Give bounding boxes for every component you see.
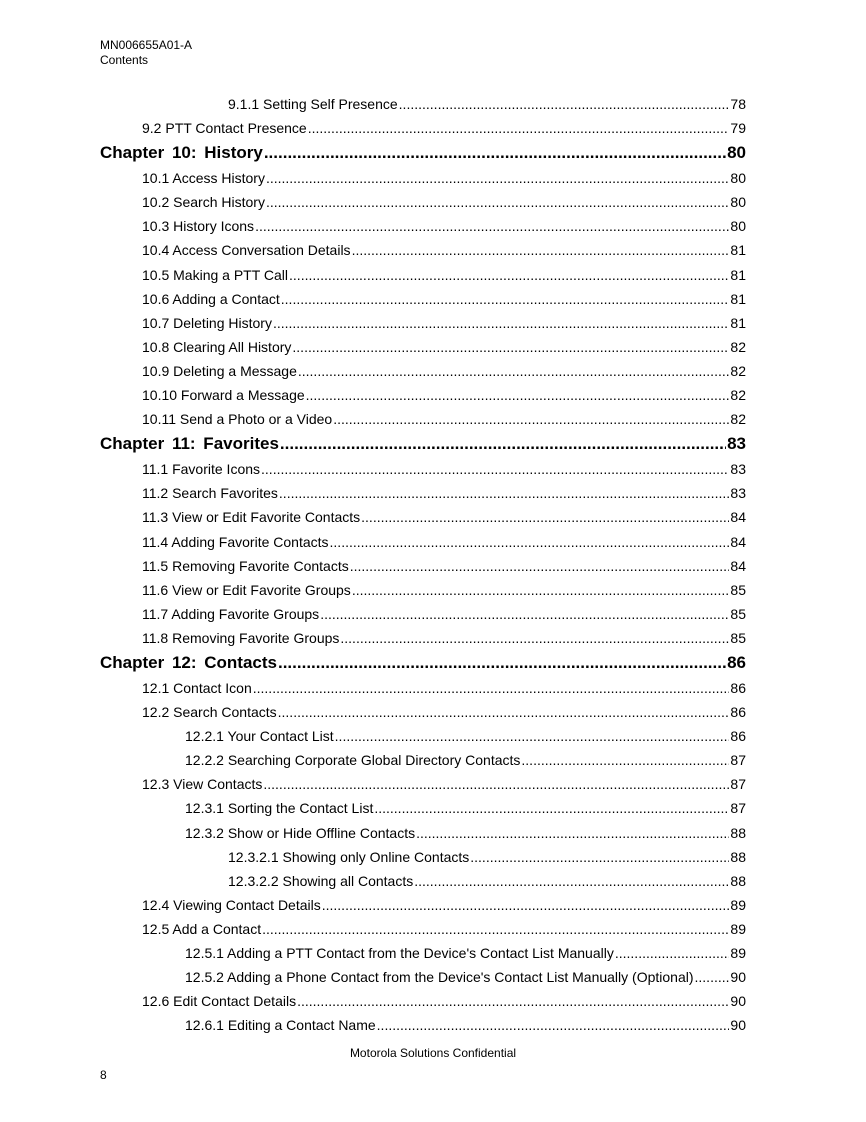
toc-entry-label: 10.1 Access History bbox=[142, 170, 265, 187]
toc-entry-page: 78 bbox=[730, 96, 746, 112]
toc-entry-label: 10.3 History Icons bbox=[142, 218, 255, 235]
confidentiality-footer: Motorola Solutions Confidential bbox=[349, 1046, 517, 1060]
dot-leader bbox=[333, 407, 729, 431]
toc-entry-page: 88 bbox=[730, 848, 746, 865]
dot-leader bbox=[281, 287, 730, 311]
toc-entry[interactable] bbox=[100, 748, 746, 772]
document-number: MN006655A01-A bbox=[100, 38, 193, 52]
toc-chapter-entry[interactable] bbox=[100, 431, 746, 457]
toc-entry-page: 83 bbox=[727, 434, 746, 454]
toc-entry-label: 12.3.2.1 Showing only Online Contacts bbox=[228, 848, 470, 865]
dot-leader bbox=[292, 335, 729, 359]
dot-leader bbox=[266, 190, 729, 214]
toc-entry-page: 90 bbox=[730, 1017, 746, 1034]
toc-entry-label: 12.3.1 Sorting the Contact List bbox=[185, 800, 374, 817]
toc-entry-page: 89 bbox=[730, 920, 746, 937]
toc-entry-page: 84 bbox=[730, 509, 746, 526]
toc-entry-label: 12.3 View Contacts bbox=[142, 776, 263, 793]
toc-entry-page: 88 bbox=[730, 824, 746, 841]
toc-entry-label: 9.2 PTT Contact Presence bbox=[142, 120, 307, 137]
table-of-contents bbox=[100, 92, 746, 1037]
toc-entry-label: 11.6 View or Edit Favorite Groups bbox=[142, 581, 351, 598]
toc-entry[interactable] bbox=[100, 772, 746, 796]
dot-leader bbox=[273, 311, 729, 335]
page-number: 8 bbox=[100, 1068, 107, 1082]
toc-entry-page: 86 bbox=[730, 704, 746, 721]
toc-entry[interactable] bbox=[100, 917, 746, 941]
toc-entry-page: 80 bbox=[730, 218, 746, 235]
toc-entry[interactable] bbox=[100, 287, 746, 311]
section-title: Contents bbox=[100, 53, 149, 67]
dot-leader bbox=[262, 917, 729, 941]
toc-entry-label: 11.5 Removing Favorite Contacts bbox=[142, 557, 349, 574]
toc-entry[interactable] bbox=[100, 893, 746, 917]
toc-entry-page: 82 bbox=[730, 338, 746, 355]
toc-entry-page: 89 bbox=[730, 896, 746, 913]
dot-leader bbox=[374, 796, 729, 820]
toc-entry-page: 79 bbox=[730, 120, 746, 137]
dot-leader bbox=[255, 214, 729, 238]
toc-entry-label: 11.7 Adding Favorite Groups bbox=[142, 605, 320, 622]
toc-entry-page: 83 bbox=[730, 461, 746, 478]
toc-entry[interactable] bbox=[100, 869, 746, 893]
dot-leader bbox=[352, 238, 730, 262]
toc-entry-label: 9.1.1 Setting Self Presence bbox=[228, 96, 398, 112]
toc-entry-label: 11.4 Adding Favorite Contacts bbox=[142, 533, 329, 550]
toc-entry[interactable] bbox=[100, 626, 746, 650]
dot-leader bbox=[278, 650, 726, 676]
toc-entry-page: 84 bbox=[730, 557, 746, 574]
toc-entry-label: 12.5.2 Adding a Phone Contact from the Device's Contact List Manually (Optional) bbox=[185, 969, 694, 986]
toc-entry-page: 80 bbox=[727, 143, 746, 163]
dot-leader bbox=[278, 700, 730, 724]
toc-entry-label: Chapter 10: History bbox=[100, 143, 263, 163]
toc-chapter-entry[interactable] bbox=[100, 140, 746, 166]
toc-entry-page: 81 bbox=[730, 314, 746, 331]
toc-entry-page: 81 bbox=[730, 242, 746, 259]
toc-entry[interactable] bbox=[100, 190, 746, 214]
dot-leader bbox=[399, 92, 730, 116]
toc-entry[interactable] bbox=[100, 214, 746, 238]
toc-entry[interactable] bbox=[100, 602, 746, 626]
toc-entry-label: 10.4 Access Conversation Details bbox=[142, 242, 351, 259]
toc-entry-page: 82 bbox=[730, 411, 746, 428]
toc-entry-label: 12.1 Contact Icon bbox=[142, 679, 252, 696]
toc-entry[interactable] bbox=[100, 116, 746, 140]
toc-entry[interactable] bbox=[100, 481, 746, 505]
toc-entry-page: 86 bbox=[730, 679, 746, 696]
toc-entry[interactable] bbox=[100, 845, 746, 869]
dot-leader bbox=[289, 263, 729, 287]
toc-entry-page: 85 bbox=[730, 605, 746, 622]
dot-leader bbox=[377, 1013, 730, 1037]
toc-entry[interactable] bbox=[100, 238, 746, 262]
toc-entry-page: 90 bbox=[730, 969, 746, 986]
toc-entry[interactable] bbox=[100, 676, 746, 700]
toc-entry-label: 12.3.2 Show or Hide Offline Contacts bbox=[185, 824, 416, 841]
toc-entry-page: 87 bbox=[730, 776, 746, 793]
dot-leader bbox=[297, 989, 729, 1013]
toc-entry-page: 89 bbox=[730, 945, 746, 961]
dot-leader bbox=[280, 431, 726, 457]
dot-leader bbox=[361, 505, 729, 529]
dot-leader bbox=[416, 821, 729, 845]
toc-entry-label: 12.2.2 Searching Corporate Global Directory Contacts bbox=[185, 752, 521, 769]
toc-entry[interactable] bbox=[100, 407, 746, 431]
toc-entry-label: Chapter 11: Favorites bbox=[100, 434, 279, 454]
toc-entry-label: 12.3.2.2 Showing all Contacts bbox=[228, 872, 414, 889]
toc-entry-page: 85 bbox=[730, 629, 746, 646]
dot-leader bbox=[263, 772, 729, 796]
dot-leader bbox=[350, 554, 730, 578]
toc-entry-label: 12.6 Edit Contact Details bbox=[142, 993, 297, 1010]
toc-entry[interactable] bbox=[100, 965, 746, 989]
toc-entry-label: 10.6 Adding a Contact bbox=[142, 290, 280, 307]
toc-entry-page: 81 bbox=[730, 290, 746, 307]
dot-leader bbox=[414, 869, 729, 893]
toc-entry[interactable] bbox=[100, 263, 746, 287]
toc-entry-label: 10.7 Deleting History bbox=[142, 314, 272, 331]
dot-leader bbox=[253, 676, 730, 700]
dot-leader bbox=[320, 602, 729, 626]
toc-entry-page: 85 bbox=[730, 581, 746, 598]
toc-entry[interactable] bbox=[100, 821, 746, 845]
toc-entry[interactable] bbox=[100, 383, 746, 407]
dot-leader bbox=[470, 845, 729, 869]
toc-entry[interactable] bbox=[100, 989, 746, 1013]
toc-entry[interactable] bbox=[100, 457, 746, 481]
toc-entry-label: 12.2 Search Contacts bbox=[142, 704, 277, 721]
toc-entry-label: 11.3 View or Edit Favorite Contacts bbox=[142, 509, 361, 526]
toc-entry-page: 82 bbox=[730, 362, 746, 379]
toc-entry[interactable] bbox=[100, 1013, 746, 1037]
dot-leader bbox=[306, 383, 730, 407]
dot-leader bbox=[308, 116, 730, 140]
toc-entry-page: 80 bbox=[730, 170, 746, 187]
dot-leader bbox=[261, 457, 729, 481]
toc-entry-page: 88 bbox=[730, 872, 746, 889]
toc-entry[interactable] bbox=[100, 335, 746, 359]
toc-entry[interactable] bbox=[100, 530, 746, 554]
dot-leader bbox=[352, 578, 730, 602]
toc-entry-page: 83 bbox=[730, 485, 746, 502]
toc-entry-label: 11.8 Removing Favorite Groups bbox=[142, 629, 340, 646]
toc-entry-label: Chapter 12: Contacts bbox=[100, 652, 277, 672]
dot-leader bbox=[279, 481, 730, 505]
toc-entry-label: 12.2.1 Your Contact List bbox=[185, 728, 334, 745]
toc-entry-page: 87 bbox=[730, 752, 746, 769]
dot-leader bbox=[266, 166, 729, 190]
toc-chapter-entry[interactable] bbox=[100, 650, 746, 676]
toc-entry[interactable] bbox=[100, 92, 746, 116]
dot-leader bbox=[322, 893, 730, 917]
dot-leader bbox=[335, 724, 730, 748]
toc-entry[interactable] bbox=[100, 505, 746, 529]
dot-leader bbox=[615, 941, 730, 965]
toc-entry-page: 81 bbox=[730, 266, 746, 283]
toc-entry-label: 12.5 Add a Contact bbox=[142, 920, 262, 937]
toc-entry-page: 87 bbox=[730, 800, 746, 817]
toc-entry[interactable] bbox=[100, 311, 746, 335]
toc-entry-page: 80 bbox=[730, 194, 746, 211]
toc-entry[interactable] bbox=[100, 796, 746, 820]
toc-entry-page: 84 bbox=[730, 533, 746, 550]
toc-entry-label: 10.2 Search History bbox=[142, 194, 265, 211]
dot-leader bbox=[298, 359, 730, 383]
toc-entry-label: 11.1 Favorite Icons bbox=[142, 461, 261, 478]
dot-leader bbox=[330, 530, 730, 554]
dot-leader bbox=[264, 140, 726, 166]
toc-entry-label: 12.4 Viewing Contact Details bbox=[142, 896, 321, 913]
toc-entry-label: 10.9 Deleting a Message bbox=[142, 362, 297, 379]
toc-entry-label: 12.5.1 Adding a PTT Contact from the Device's Contact List Manually bbox=[185, 945, 614, 961]
dot-leader bbox=[340, 626, 729, 650]
toc-entry[interactable] bbox=[100, 941, 746, 965]
toc-entry-page: 82 bbox=[730, 387, 746, 404]
toc-entry[interactable] bbox=[100, 359, 746, 383]
toc-entry-label: 10.5 Making a PTT Call bbox=[142, 266, 289, 283]
toc-entry[interactable] bbox=[100, 700, 746, 724]
dot-leader bbox=[521, 748, 729, 772]
toc-entry-page: 86 bbox=[727, 652, 746, 672]
toc-entry-label: 10.8 Clearing All History bbox=[142, 338, 292, 355]
toc-entry-label: 12.6.1 Editing a Contact Name bbox=[185, 1017, 376, 1034]
toc-entry-page: 86 bbox=[730, 728, 746, 745]
toc-entry-label: 11.2 Search Favorites bbox=[142, 485, 278, 502]
toc-entry[interactable] bbox=[100, 724, 746, 748]
toc-entry[interactable] bbox=[100, 554, 746, 578]
dot-leader bbox=[695, 965, 730, 989]
toc-entry[interactable] bbox=[100, 578, 746, 602]
toc-entry-label: 10.11 Send a Photo or a Video bbox=[142, 411, 333, 428]
toc-entry-page: 90 bbox=[730, 993, 746, 1010]
toc-entry[interactable] bbox=[100, 166, 746, 190]
toc-entry-label: 10.10 Forward a Message bbox=[142, 387, 305, 404]
